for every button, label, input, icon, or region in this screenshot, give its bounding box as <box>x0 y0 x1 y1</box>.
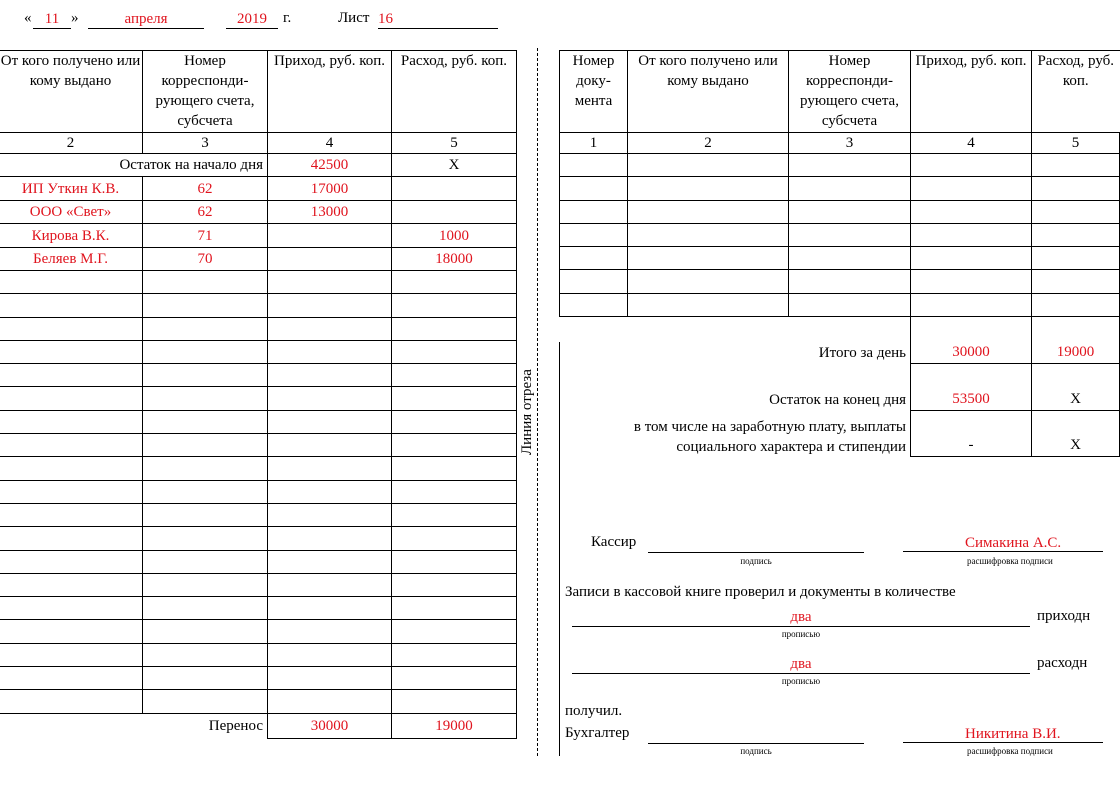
col-number: 3 <box>789 133 911 154</box>
closing-income: 53500 <box>911 364 1032 411</box>
row-account: 71 <box>143 224 268 248</box>
sheet-number-field[interactable]: 16 <box>378 10 498 29</box>
left-cash-table <box>0 50 517 739</box>
year-field[interactable]: 2019 <box>226 10 278 29</box>
row-name: ИП Уткин К.В. <box>0 177 143 201</box>
col-number: 2 <box>0 133 143 154</box>
income-docs-label: приходн <box>1037 608 1091 624</box>
col-number: 3 <box>143 133 268 154</box>
cut-line-label: Линия отреза <box>519 369 535 455</box>
row-income: 17000 <box>268 177 392 201</box>
row-expense: 1000 <box>392 224 517 248</box>
empty-row <box>0 387 517 410</box>
checked-text: Записи в кассовой книге проверил и документы в количестве <box>565 584 956 600</box>
empty-row <box>0 690 517 713</box>
day-total-row <box>560 317 1120 364</box>
empty-row <box>0 271 517 294</box>
empty-row <box>0 317 517 340</box>
carry-label: Перенос <box>143 713 268 738</box>
empty-row <box>0 410 517 433</box>
empty-row <box>0 597 517 620</box>
empty-row <box>560 223 1120 246</box>
year-suffix: г. <box>283 10 292 26</box>
day-total-label: Итого за день <box>818 344 906 361</box>
day-total-expense: 19000 <box>1032 317 1120 364</box>
received-label: получил. <box>565 703 623 719</box>
empty-row <box>0 294 517 317</box>
header-income: Приход, руб. коп. <box>911 51 1032 133</box>
carry-income: 30000 <box>268 713 392 738</box>
table-row <box>0 177 517 201</box>
row-income <box>268 248 392 271</box>
col-number: 5 <box>392 133 517 154</box>
col-number: 4 <box>911 133 1032 154</box>
header-from-whom: От кого получено или кому выдано <box>0 51 143 133</box>
cashier-decode-caption: расшифровка подписи <box>967 556 1053 566</box>
opening-balance-row <box>0 154 517 177</box>
empty-row <box>0 434 517 457</box>
empty-row <box>560 200 1120 223</box>
accountant-signature-caption: подпись <box>740 746 772 756</box>
salary-label-line2: социального характера и стипендии <box>676 438 906 455</box>
cashier-name-field[interactable]: Симакина А.С. <box>903 534 1103 552</box>
salary-expense: Х <box>1032 411 1120 457</box>
empty-row <box>560 154 1120 177</box>
empty-row <box>0 573 517 596</box>
opening-expense: Х <box>392 154 517 177</box>
closing-label: Остаток на конец дня <box>769 391 906 408</box>
empty-row <box>0 643 517 666</box>
day-total-income: 30000 <box>911 317 1032 364</box>
row-name: ООО «Свет» <box>0 201 143 224</box>
cut-line <box>537 48 538 756</box>
row-income <box>268 224 392 248</box>
closing-expense: Х <box>1032 364 1120 411</box>
row-account: 62 <box>143 177 268 201</box>
cashier-signature-caption: подпись <box>740 556 772 566</box>
right-block-border <box>559 342 560 756</box>
opening-income: 42500 <box>268 154 392 177</box>
accountant-signature-field[interactable] <box>648 725 864 744</box>
cashier-label: Кассир <box>591 534 637 550</box>
accountant-label: Бухгалтер <box>565 725 630 741</box>
carry-expense: 19000 <box>392 713 517 738</box>
salary-row <box>560 411 1120 457</box>
row-income: 13000 <box>268 201 392 224</box>
empty-row <box>0 364 517 387</box>
col-number: 5 <box>1032 133 1120 154</box>
day-field[interactable]: 11 <box>33 10 71 29</box>
empty-row <box>0 480 517 503</box>
empty-row <box>0 667 517 690</box>
opening-label: Остаток на начало дня <box>0 154 268 177</box>
empty-row <box>0 340 517 363</box>
quote-open: « <box>24 10 32 26</box>
table-row <box>0 248 517 271</box>
salary-label <box>560 411 911 457</box>
expense-docs-label: расходн <box>1037 655 1088 671</box>
row-expense <box>392 201 517 224</box>
empty-row <box>0 527 517 550</box>
header-expense: Расход, руб. коп. <box>392 51 517 133</box>
empty-row <box>0 503 517 526</box>
closing-balance-row <box>560 364 1120 411</box>
table-row <box>0 224 517 248</box>
empty-row <box>560 270 1120 293</box>
sheet-label: Лист <box>338 10 370 26</box>
col-number: 2 <box>628 133 789 154</box>
row-account: 62 <box>143 201 268 224</box>
cashier-signature-field[interactable] <box>648 534 864 553</box>
header-account: Номер корреспонди-рующего счета, субсчета <box>789 51 911 133</box>
header-income: Приход, руб. коп. <box>268 51 392 133</box>
empty-row <box>0 550 517 573</box>
row-name: Кирова В.К. <box>0 224 143 248</box>
header-expense: Расход, руб. коп. <box>1032 51 1120 133</box>
empty-row <box>0 457 517 480</box>
income-docs-count-field[interactable]: два <box>572 608 1030 627</box>
empty-row <box>0 620 517 643</box>
table-row <box>0 201 517 224</box>
row-name: Беляев М.Г. <box>0 248 143 271</box>
header-doc-number: Номер доку-мента <box>560 51 628 133</box>
row-expense: 18000 <box>392 248 517 271</box>
salary-income: - <box>911 411 1032 457</box>
row-account: 70 <box>143 248 268 271</box>
row-expense <box>392 177 517 201</box>
empty-row <box>560 293 1120 316</box>
expense-docs-count-field[interactable]: два <box>572 655 1030 674</box>
empty-row <box>560 247 1120 270</box>
right-cash-table <box>559 50 1120 457</box>
carry-over-row <box>0 713 517 738</box>
month-field[interactable]: апреля <box>88 10 204 29</box>
accountant-name-field[interactable]: Никитина В.И. <box>903 725 1103 743</box>
salary-label-line1: в том числе на заработную плату, выплаты <box>633 418 906 435</box>
income-docs-caption: прописью <box>781 629 821 639</box>
col-number: 4 <box>268 133 392 154</box>
accountant-decode-caption: расшифровка подписи <box>967 746 1053 756</box>
expense-docs-caption: прописью <box>781 676 821 686</box>
header-account: Номер корреспонди-рующего счета, субсчета <box>143 51 268 133</box>
quote-close: » <box>71 10 79 26</box>
header-from-whom: От кого получено или кому выдано <box>628 51 789 133</box>
col-number: 1 <box>560 133 628 154</box>
empty-row <box>560 177 1120 200</box>
